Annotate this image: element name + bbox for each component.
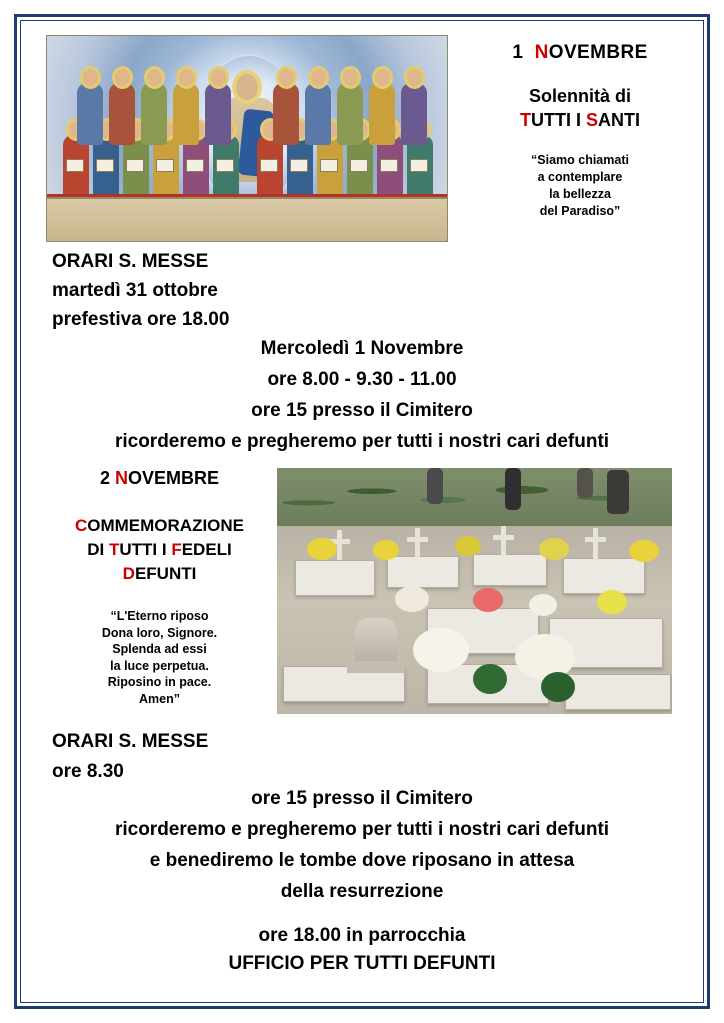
christ-figure-head	[236, 74, 258, 100]
saint-figure	[337, 83, 363, 145]
title-text-efunti: EFUNTI	[134, 564, 197, 583]
solemnity-accent-s: S	[585, 110, 598, 130]
all-saints-solemnity	[460, 84, 700, 132]
photo-grave	[565, 674, 671, 710]
mass-times-line-1: martedì 31 ottobre	[52, 280, 218, 301]
photo-flowers	[373, 540, 399, 560]
photo-grave	[295, 560, 375, 596]
schedule-line: ricorderemo e pregheremo per tutti i nostri cari defunti	[114, 431, 610, 452]
all-souls-date-number: 2	[99, 468, 110, 488]
quote-line: “Siamo chiamati	[531, 153, 629, 167]
mass-times-block-1	[52, 247, 229, 334]
title-accent-d: D	[122, 564, 135, 583]
mass-times-heading-2: ORARI S. MESSE	[52, 731, 209, 752]
saint-figure	[141, 83, 167, 145]
photo-flowers	[529, 594, 557, 616]
schedule-line: Mercoledì 1 Novembre	[260, 338, 464, 359]
saint-figure	[173, 83, 199, 145]
saint-figure	[369, 83, 395, 145]
photo-person	[577, 468, 593, 498]
photo-flowers	[455, 536, 481, 556]
quote-line: del Paradiso”	[539, 204, 621, 218]
quote-line: “L'Eterno riposo	[110, 609, 209, 623]
photo-cross	[593, 528, 598, 560]
title-text-di: DI	[87, 540, 109, 559]
title-text-utti-i: UTTI I	[119, 540, 172, 559]
photo-cross	[337, 530, 342, 560]
photo-flowers	[597, 590, 627, 614]
quote-line: la luce perpetua.	[110, 658, 209, 673]
quote-line: Dona loro, Signore.	[101, 625, 218, 640]
all-saints-date-accent: N	[534, 42, 549, 63]
saint-figure	[305, 83, 331, 145]
schedule-line: ore 8.00 - 9.30 - 11.00	[267, 369, 457, 390]
quote-line: Splenda ad essi	[112, 642, 207, 656]
solemnity-line-1: Solennità di	[528, 86, 631, 106]
photo-flowers	[473, 664, 507, 694]
all-souls-date-rest: OVEMBRE	[128, 468, 220, 488]
photo-urn	[355, 618, 397, 664]
photo-flowers	[629, 540, 659, 562]
closing-block	[52, 922, 672, 978]
schedule-line: ore 15 presso il Cimitero	[251, 400, 473, 421]
photo-flowers	[541, 672, 575, 702]
saint-figure	[109, 83, 135, 145]
saint-figure	[205, 83, 231, 145]
quote-line: Amen”	[139, 691, 180, 706]
photo-cross	[501, 526, 506, 556]
all-souls-quote	[52, 608, 267, 707]
all-saints-quote	[460, 152, 700, 220]
title-text-ommemorazione: OMMEMORAZIONE	[87, 516, 245, 535]
schedule-line: ricorderemo e pregheremo per tutti i nostri cari defunti	[114, 819, 610, 840]
wednesday-schedule	[52, 333, 672, 457]
icon-ground-band	[47, 197, 447, 241]
saint-figure	[401, 83, 427, 145]
closing-line: ore 18.00 in parrocchia	[258, 925, 466, 946]
all-souls-title-line-3	[42, 562, 277, 586]
photo-grave	[563, 558, 645, 594]
all-souls-title-line-1	[42, 514, 277, 538]
all-saints-date-rest: OVEMBRE	[548, 42, 648, 63]
quote-line: Riposino in pace.	[107, 675, 212, 689]
quote-line: a contemplare	[537, 170, 623, 184]
cemetery-photo	[277, 468, 672, 714]
photo-flowers	[307, 538, 337, 560]
photo-person	[505, 468, 521, 510]
photo-grave	[473, 554, 547, 586]
photo-grave	[387, 556, 459, 588]
all-souls-date	[52, 468, 267, 489]
photo-flowers	[539, 538, 569, 560]
solemnity-text-anti: ANTI	[598, 110, 640, 130]
title-accent-f: F	[171, 540, 182, 559]
schedule-line: della resurrezione	[280, 881, 444, 902]
saint-figure	[273, 83, 299, 145]
photo-person	[427, 468, 443, 504]
photo-urn-base	[347, 661, 405, 673]
all-saints-date	[460, 42, 700, 64]
title-accent-t: T	[108, 540, 120, 559]
photo-person	[607, 470, 629, 514]
saint-figure	[77, 83, 103, 145]
title-accent-c: C	[74, 516, 88, 535]
mass-times-line-3: ore 8.30	[52, 761, 124, 782]
cemetery-schedule	[52, 783, 672, 907]
solemnity-text-utti: UTTI I	[530, 110, 586, 130]
photo-cross	[415, 528, 420, 558]
mass-times-heading-1: ORARI S. MESSE	[52, 251, 209, 272]
all-souls-date-accent: N	[115, 468, 128, 488]
solemnity-line-2	[460, 108, 700, 132]
schedule-line: ore 15 presso il Cimitero	[251, 788, 473, 809]
mass-times-block-2	[52, 727, 208, 787]
closing-line: UFFICIO PER TUTTI DEFUNTI	[228, 953, 496, 974]
photo-flowers	[413, 628, 469, 672]
schedule-line: e benediremo le tombe dove riposano in attesa	[149, 850, 575, 871]
quote-line: la bellezza	[549, 187, 611, 201]
all-souls-title	[42, 514, 277, 586]
all-saints-date-number: 1	[512, 42, 524, 63]
mass-times-line-2: prefestiva ore 18.00	[52, 309, 230, 330]
title-text-edeli: EDELI	[181, 540, 232, 559]
all-souls-title-line-2	[42, 538, 277, 562]
photo-flowers	[395, 586, 429, 612]
all-saints-icon-image	[46, 35, 448, 242]
photo-flowers	[473, 588, 503, 612]
solemnity-accent-t: T	[519, 110, 531, 130]
